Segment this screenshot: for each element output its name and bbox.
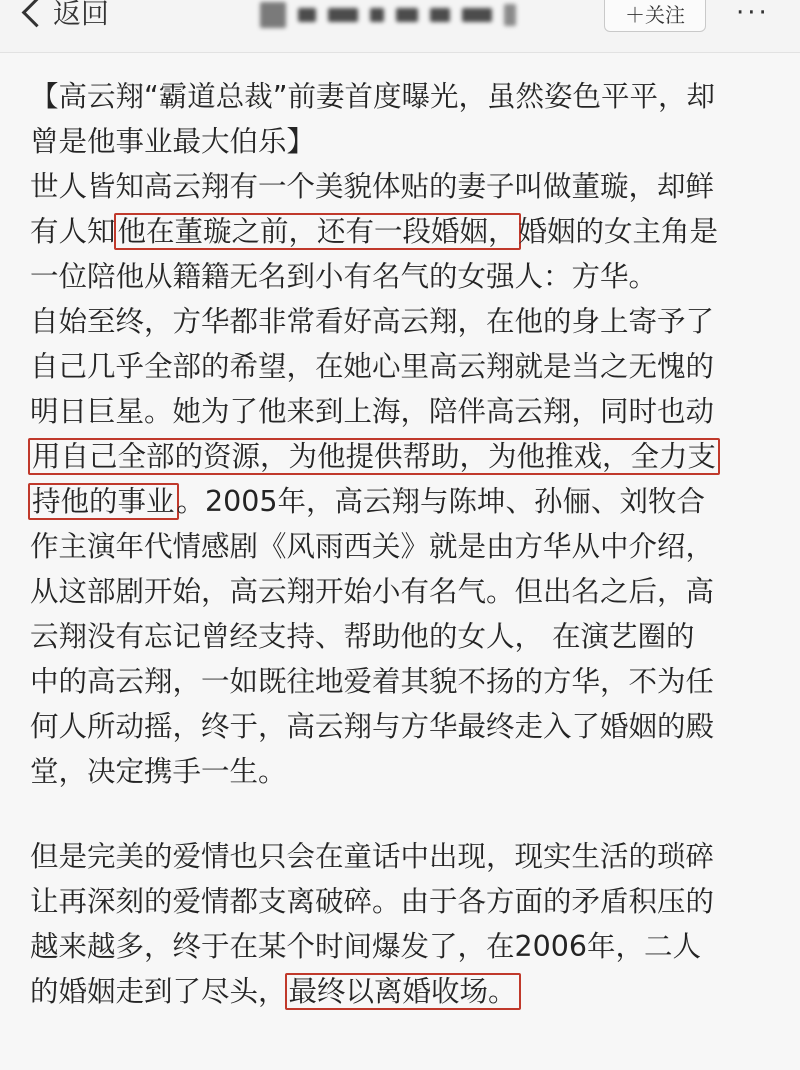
paragraph-line xyxy=(30,209,782,254)
paragraph-line: 一位陪他从籍籍无名到小有名气的女强人：方华。 xyxy=(30,260,658,293)
article-title-line-1: 【高云翔“霸道总裁”前妻首度曝光，虽然姿色平平，却 xyxy=(30,80,716,113)
highlighted-text: 最终以离婚收场。 xyxy=(285,973,521,1010)
blurred-username xyxy=(260,2,516,28)
paragraph-line: 但是完美的爱情也只会在童话中出现，现实生活的琐碎 xyxy=(30,840,715,873)
paragraph-line: 从这部剧开始，高云翔开始小有名气。但出名之后，高 xyxy=(30,575,715,608)
paragraph-line: 世人皆知高云翔有一个美貌体贴的妻子叫做董璇，却鲜 xyxy=(30,170,715,203)
highlighted-text: 持他的事业 xyxy=(28,483,179,520)
text-span: 婚姻的女主角是 xyxy=(518,215,719,248)
paragraph-line: 何人所动摇，终于，高云翔与方华最终走入了婚姻的殿 xyxy=(30,710,715,743)
paragraph-line: 作主演年代情感剧《风雨西关》就是由方华从中介绍， xyxy=(30,530,715,563)
paragraph-spacer xyxy=(30,794,782,834)
paragraph-line: 明日巨星。她为了他来到上海，陪伴高云翔，同时也动 xyxy=(30,395,715,428)
paragraph-line: 越来越多，终于在某个时间爆发了，在2006年，二人 xyxy=(30,930,702,963)
paragraph-line xyxy=(30,479,782,524)
article-body xyxy=(30,74,782,1014)
more-options-icon[interactable]: ··· xyxy=(736,0,770,28)
article-title-line-2: 曾是他事业最大伯乐】 xyxy=(30,125,316,158)
highlighted-text: 用自己全部的资源，为他提供帮助，为他推戏，全力支 xyxy=(28,438,720,475)
paragraph-line: 自始至终，方华都非常看好高云翔，在他的身上寄予了 xyxy=(30,305,715,338)
paragraph-line: 自己几乎全部的希望，在她心里高云翔就是当之无愧的 xyxy=(30,350,715,383)
text-span: 。2005年，高云翔与陈坤、孙俪、刘牧合 xyxy=(176,485,706,518)
top-navigation-bar xyxy=(0,0,800,53)
chevron-left-icon xyxy=(22,0,52,27)
back-button[interactable] xyxy=(18,0,109,32)
text-span: 有人知 xyxy=(30,215,116,248)
paragraph-line xyxy=(30,969,782,1014)
highlighted-text: 他在董璇之前，还有一段婚姻， xyxy=(114,213,521,250)
back-label: 返回 xyxy=(53,0,110,30)
text-span: 的婚姻走到了尽头， xyxy=(30,975,287,1008)
paragraph-line: 让再深刻的爱情都支离破碎。由于各方面的矛盾积压的 xyxy=(30,885,715,918)
follow-button[interactable]: ＋关注 xyxy=(604,0,706,32)
paragraph-line: 堂，决定携手一生。 xyxy=(30,755,287,788)
paragraph-line: 云翔没有忘记曾经支持、帮助他的女人， 在演艺圈的 xyxy=(30,620,695,653)
paragraph-line xyxy=(30,434,782,479)
paragraph-line: 中的高云翔，一如既往地爱着其貌不扬的方华，不为任 xyxy=(30,665,715,698)
